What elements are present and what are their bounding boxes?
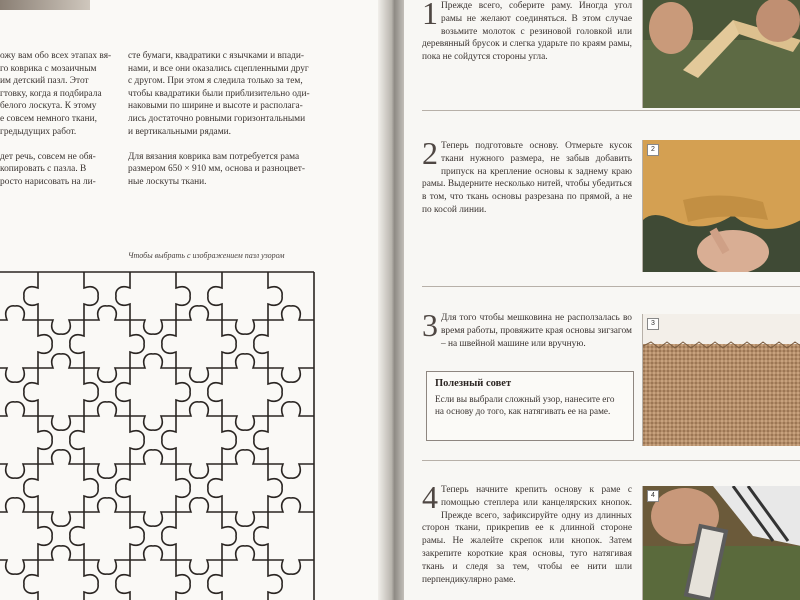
step-number: 3 [422, 307, 438, 343]
right-column-text [128, 50, 328, 189]
photo-burlap-edge [642, 314, 800, 446]
step-text: Для того чтобы мешковина не расползалась во время работы, провяжите края основы зигзагом – на швейной машине или вручную. [441, 313, 632, 349]
text-line: белого лоскута. К этому [0, 101, 97, 112]
step-4 [422, 479, 632, 586]
step-number: 4 [422, 479, 438, 515]
puzzle-caption: Чтобы выбрать с изображением пазл узором [128, 251, 285, 260]
text-line: размером 650 × 910 мм, основа и разноцвет- [128, 164, 305, 175]
puzzle-pattern [0, 266, 332, 600]
text-line [128, 138, 328, 151]
hands-frame-photo [643, 0, 800, 108]
text-line: гтовку, когда я подбирала [0, 88, 102, 99]
text-line: гредыдущих работ. [0, 126, 77, 137]
tip-title: Полезный совет [435, 378, 512, 389]
text-line: копировать с пазла. В [0, 164, 87, 175]
text-line: дет речь, совсем не обя- [0, 151, 96, 162]
photo-stapler [642, 486, 800, 600]
puzzle-lines [0, 272, 314, 600]
divider [422, 286, 800, 287]
text-line: Для вязания коврика вам потребуется рама [128, 151, 300, 162]
text-line [0, 138, 116, 151]
photo-number: 3 [647, 318, 659, 330]
photo-number: 4 [647, 490, 659, 502]
text-line: лись достаточно ровными горизонтальными [128, 113, 306, 124]
header-decoration [0, 0, 90, 10]
fabric-hand-photo [643, 140, 800, 272]
divider [422, 110, 800, 111]
right-page [404, 0, 800, 600]
photo-frame-assembly [642, 0, 800, 108]
text-line: росто нарисовать на ли- [0, 176, 96, 187]
step-number: 1 [422, 0, 438, 31]
tip-text: Если вы выбрали сложный узор, нанесите его на основу до того, как натягивать ее на раме. [435, 394, 615, 417]
burlap-texture-photo [643, 314, 800, 446]
step-1 [422, 0, 632, 64]
step-3 [422, 307, 632, 350]
step-number: 2 [422, 135, 438, 171]
text-line: ожу вам обо всех этапах вя- [0, 51, 112, 61]
photo-number: 2 [647, 144, 659, 156]
step-text: Теперь подготовьте основу. Отмерьте кусок ткани нужного размера, не забыв добавить припуск на крепление основы к заднему краю рамы. Выдерните несколько нитей, чтобы убедиться в том, что ткань основы разрезана по прямой, а не по косой линии. [422, 141, 632, 215]
step-text: Теперь начните крепить основу к раме с помощью степлера или канцелярских кнопок. Прежде всего, зафиксируйте одну из длинных сторон ткани, прикрепив ее к длинной стороне рамы. Не жалейте скрепок или кнопок. Затем закрепите короткие края основы, туго натягивая ткань и следя за тем, чтобы ее нити шли перпендикулярно раме. [422, 485, 632, 585]
left-column-text [0, 50, 116, 189]
left-page [0, 0, 383, 600]
text-line: го коврика с мозаичным [0, 63, 97, 74]
text-line: нами, и все они оказались сцепленными друг [128, 63, 309, 74]
text-line: сте бумаги, квадратики с язычками и впади- [128, 51, 305, 61]
useful-tip-box [426, 371, 634, 441]
text-line: чтобы квадратики были приблизительно оди- [128, 88, 310, 99]
step-text: Прежде всего, соберите раму. Иногда угол рамы не желают соединяться. В этом случае возьмите молоток с резиновой головкой или деревянный брусок и слегка ударьте по краям рамы, пока не сойдутся стороны угла. [422, 1, 632, 63]
text-line: наковыми по ширине и высоте и располага- [128, 101, 303, 112]
text-line: с другом. При этом я следила только за тем, [128, 76, 303, 87]
text-line: е совсем немного ткани, [0, 113, 97, 124]
text-line: и вертикальными рядами. [128, 126, 232, 137]
divider [422, 460, 800, 461]
photo-fabric-base [642, 140, 800, 272]
text-line: ные лоскуты ткани. [128, 176, 207, 187]
stapler-hand-photo [643, 486, 800, 600]
text-line: им детский пазл. Этот [0, 76, 89, 87]
step-2 [422, 135, 632, 217]
